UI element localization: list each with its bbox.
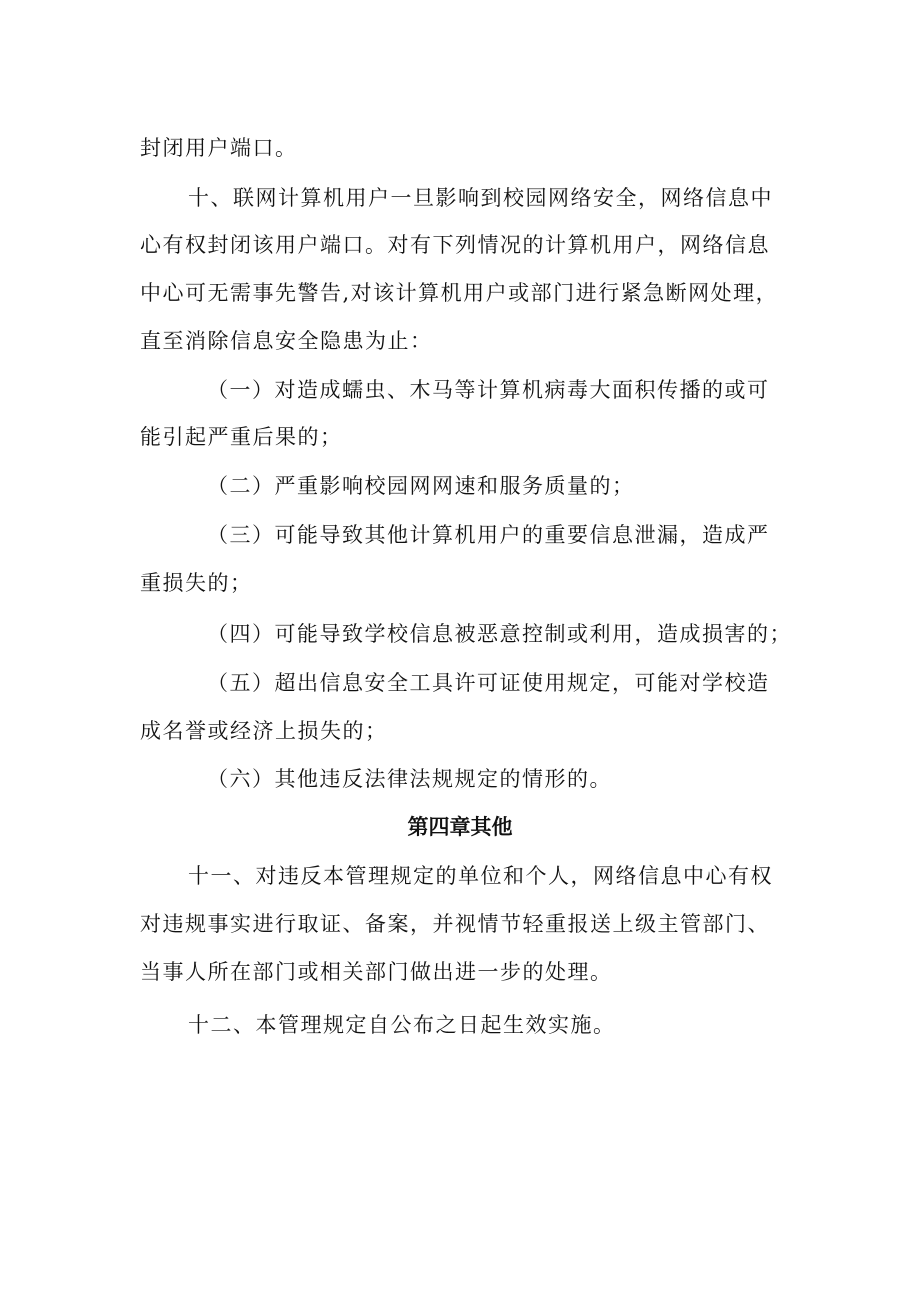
paragraph-line: 十、联网计算机用户一旦影响到校园网络安全，网络信息中 bbox=[188, 186, 773, 210]
list-item-line: （二）严重影响校园网网速和服务质量的； bbox=[207, 474, 635, 498]
list-item-line: （五）超出信息安全工具许可证使用规定，可能对学校造 bbox=[207, 671, 770, 695]
paragraph-line: 封闭用户端口。 bbox=[140, 136, 298, 160]
list-item-line: （六）其他违反法律法规规定的情形的。 bbox=[207, 767, 612, 791]
list-item-line: （一）对造成蠕虫、木马等计算机病毒大面积传播的或可 bbox=[207, 378, 770, 402]
paragraph-line: 十二、本管理规定自公布之日起生效实施。 bbox=[188, 1013, 616, 1037]
list-item-line: 成名誉或经济上损失的； bbox=[140, 719, 388, 743]
paragraph-line: 当事人所在部门或相关部门做出进一步的处理。 bbox=[140, 960, 613, 984]
list-item-line: （三）可能导致其他计算机用户的重要信息泄漏，造成严 bbox=[207, 523, 770, 547]
paragraph-line: 十一、对违反本管理规定的单位和个人，网络信息中心有权 bbox=[188, 864, 773, 888]
list-item-line: （四）可能导致学校信息被恶意控制或利用，造成损害的； bbox=[207, 622, 792, 646]
chapter-heading: 第四章其他 bbox=[407, 815, 513, 839]
paragraph-line: 中心可无需事先警告,对该计算机用户或部门进行紧急断网处理， bbox=[140, 281, 779, 305]
paragraph-line: 对违规事实进行取证、备案，并视情节轻重报送上级主管部门、 bbox=[140, 912, 770, 936]
list-item-line: 能引起严重后果的； bbox=[140, 425, 343, 449]
paragraph-line: 心有权封闭该用户端口。对有下列情况的计算机用户，网络信息 bbox=[140, 233, 770, 257]
paragraph-line: 直至消除信息安全隐患为止： bbox=[140, 329, 433, 353]
list-item-line: 重损失的； bbox=[140, 571, 253, 595]
